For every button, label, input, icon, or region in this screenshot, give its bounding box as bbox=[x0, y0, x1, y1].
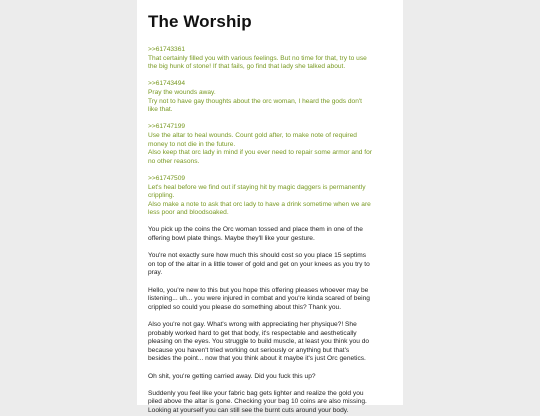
quote-line: Also make a note to ask that orc lady to have a drink sometime when we are bbox=[148, 200, 371, 208]
story-paragraph bbox=[148, 390, 392, 416]
quote-line: no other reasons. bbox=[148, 157, 200, 165]
paragraph-line: besides the point... now that you think about it maybe it's just Orc genetics. bbox=[148, 355, 366, 363]
story-paragraph bbox=[148, 321, 392, 364]
paragraph-line: You pick up the coins the Orc woman tossed and place them in one of the bbox=[148, 226, 363, 234]
quote-line: That certainly filled you with various feelings. But no time for that, try to use bbox=[148, 54, 367, 62]
paragraph-line: listening... uh... you were injured in combat and you're kinda scared of being bbox=[148, 295, 370, 303]
paragraph-line: You're not exactly sure how much this should cost so you place 15 septims bbox=[148, 252, 366, 260]
paragraph-line: Also you're not gay. What's wrong with appreciating her physique?! She bbox=[148, 321, 357, 328]
quote-block bbox=[148, 46, 392, 72]
paragraph-line: because you haven't tried working out seriously or anything but that's bbox=[148, 346, 350, 354]
paragraph-line: Suddenly you feel like your fabric bag gets lighter and realize the gold you bbox=[148, 389, 364, 397]
quote-line: Pray the wounds away. bbox=[148, 88, 216, 96]
story-page bbox=[137, 0, 403, 414]
paragraph-line: Oh shit, you're getting carried away. Did you fuck this up? bbox=[148, 372, 316, 380]
page-title: The Worship bbox=[148, 12, 252, 31]
paragraph-line: on top of the altar in a little tower of gold and get on your knees as you try to bbox=[148, 260, 370, 268]
quote-line: Try not to have gay thoughts about the orc woman, I heard the gods don't bbox=[148, 97, 362, 105]
quote-line: money to not die in the future. bbox=[148, 140, 236, 148]
quote-block bbox=[148, 80, 392, 114]
story-paragraph bbox=[148, 373, 392, 382]
quote-block bbox=[148, 175, 392, 218]
story-paragraph bbox=[148, 287, 392, 313]
paragraph-line: pleasing on the eyes. You struggle to build muscle, at least you think you do bbox=[148, 338, 370, 346]
paragraph-line: offering bowl plate things. Maybe they'll like your gesture. bbox=[148, 235, 315, 243]
quote-line: like that. bbox=[148, 106, 173, 114]
quote-reference-link[interactable]: >>61747199 bbox=[148, 123, 186, 131]
quote-line: Use the altar to heal wounds. Count gold after, to make note of required bbox=[148, 131, 357, 139]
quote-line: less poor and bloodsoaked. bbox=[148, 209, 229, 217]
quote-reference-link[interactable]: >>61747509 bbox=[148, 174, 186, 182]
quote-reference-link[interactable]: >>61743494 bbox=[148, 80, 186, 88]
paragraph-line: Looking at yourself you can still see the burnt cuts around your body. bbox=[148, 406, 349, 414]
quote-line: the big hunk of stone! If that fails, go find that lady she talked about. bbox=[148, 63, 346, 71]
quote-line: Let's heal before we find out if staying hit by magic daggers is permanently bbox=[148, 183, 366, 191]
story-paragraph bbox=[148, 226, 392, 243]
paragraph-line: Hello, you're new to this but you hope this offering pleases whoever may be bbox=[148, 286, 369, 294]
story-paragraph bbox=[148, 252, 392, 278]
quote-reference-link[interactable]: >>61743361 bbox=[148, 46, 186, 53]
quote-line: Also keep that orc lady in mind if you ever need to repair some armor and for bbox=[148, 149, 372, 157]
quote-line: crippling. bbox=[148, 192, 175, 200]
paragraph-line: pray. bbox=[148, 269, 163, 277]
paragraph-line: probably worked hard to get that body, it's respectable and aesthetically bbox=[148, 329, 357, 337]
quote-block bbox=[148, 123, 392, 166]
story-content bbox=[137, 0, 403, 416]
paragraph-line: crippled so could you please do something about this? Thank you. bbox=[148, 303, 342, 311]
paragraph-line: piled above the altar is gone. Checking your bag 10 coins are also missing. bbox=[148, 398, 367, 406]
